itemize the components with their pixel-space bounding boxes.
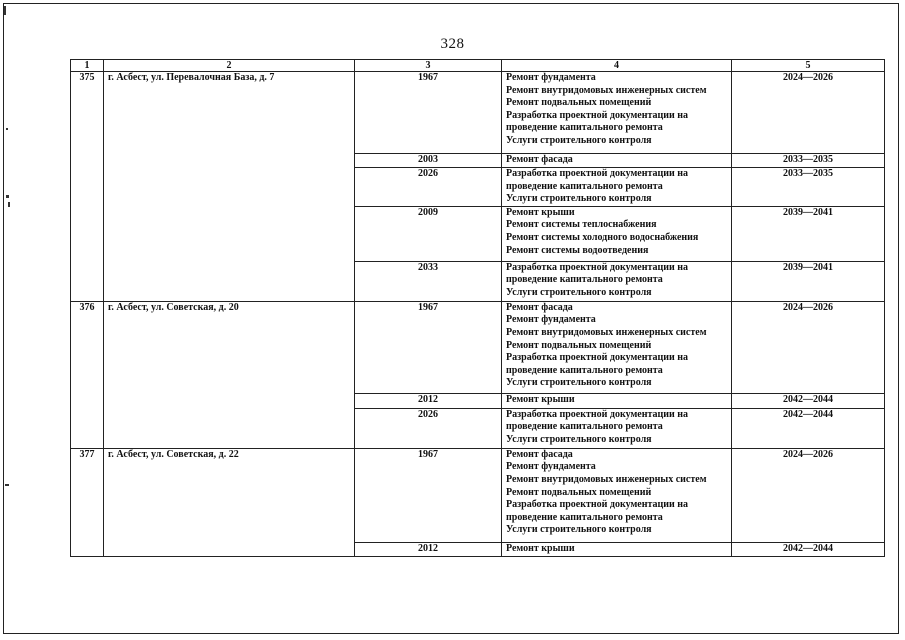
- work-item: Ремонт системы теплоснабжения: [506, 219, 657, 231]
- work-item: Разработка проектной документации на: [506, 499, 689, 511]
- period-cell: 2024—2026: [732, 72, 885, 154]
- work-item: Ремонт подвальных помещений: [506, 339, 652, 351]
- period-cell: 2033—2035: [732, 168, 885, 207]
- work-item: Ремонт системы водоотведения: [506, 244, 649, 256]
- work-item: проведение капитального ремонта: [506, 421, 663, 433]
- address-cell: г. Асбест, ул. Перевалочная База, д. 7: [104, 72, 355, 302]
- work-item: Разработка проектной документации на: [506, 408, 689, 420]
- works-cell: [502, 206, 732, 261]
- year-cell: 2026: [355, 168, 502, 207]
- column-header: 1: [71, 60, 104, 72]
- works-cell: [502, 393, 732, 408]
- work-item: проведение капитального ремонта: [506, 180, 663, 192]
- period-cell: 2042—2044: [732, 542, 885, 556]
- work-item: Услуги строительного контроля: [506, 433, 652, 445]
- work-item: Ремонт крыши: [506, 206, 575, 218]
- works-cell: [502, 261, 732, 301]
- table-row: [71, 301, 885, 393]
- work-item: Ремонт внутридомовых инженерных систем: [506, 326, 707, 338]
- row-number: 376: [71, 301, 104, 448]
- address-cell: г. Асбест, ул. Советская, д. 22: [104, 448, 355, 556]
- row-number: 375: [71, 72, 104, 302]
- table-body: [71, 72, 885, 557]
- work-item: Ремонт подвальных помещений: [506, 486, 652, 498]
- work-item: Ремонт фасада: [506, 154, 573, 165]
- table-row: [71, 72, 885, 154]
- row-number: 377: [71, 448, 104, 556]
- column-header: 3: [355, 60, 502, 72]
- address-cell: г. Асбест, ул. Советская, д. 20: [104, 301, 355, 448]
- works-cell: [502, 448, 732, 542]
- period-cell: 2039—2041: [732, 206, 885, 261]
- work-item: Ремонт подвальных помещений: [506, 97, 652, 109]
- year-cell: 1967: [355, 448, 502, 542]
- work-item: Разработка проектной документации на: [506, 168, 689, 179]
- work-item: Ремонт фундамента: [506, 461, 596, 473]
- scan-speck: [6, 195, 9, 198]
- year-cell: 2026: [355, 408, 502, 448]
- period-cell: 2042—2044: [732, 408, 885, 448]
- works-cell: [502, 154, 732, 168]
- period-cell: 2033—2035: [732, 154, 885, 168]
- work-item: проведение капитального ремонта: [506, 511, 663, 523]
- period-cell: 2042—2044: [732, 393, 885, 408]
- column-header: 5: [732, 60, 885, 72]
- work-item: Ремонт крыши: [506, 542, 575, 554]
- year-cell: 1967: [355, 72, 502, 154]
- works-cell: [502, 301, 732, 393]
- work-item: Ремонт фасада: [506, 301, 573, 313]
- works-cell: [502, 168, 732, 207]
- work-item: Ремонт фасада: [506, 448, 573, 460]
- work-item: Ремонт внутридомовых инженерных систем: [506, 473, 707, 485]
- year-cell: 2009: [355, 206, 502, 261]
- year-cell: 2012: [355, 542, 502, 556]
- work-item: проведение капитального ремонта: [506, 274, 663, 286]
- work-item: Ремонт фундамента: [506, 314, 596, 326]
- work-item: Услуги строительного контроля: [506, 134, 652, 146]
- scan-speck: [5, 484, 9, 486]
- page-number: 328: [440, 36, 465, 52]
- table-header-row: [71, 60, 885, 72]
- work-item: Услуги строительного контроля: [506, 286, 652, 298]
- period-cell: 2024—2026: [732, 301, 885, 393]
- table-row: [71, 448, 885, 542]
- work-item: Ремонт системы холодного водоснабжения: [506, 231, 699, 243]
- work-item: Разработка проектной документации на: [506, 261, 689, 273]
- work-item: Ремонт внутридомовых инженерных систем: [506, 84, 707, 96]
- work-item: Услуги строительного контроля: [506, 193, 652, 205]
- repair-schedule-table: [70, 59, 885, 557]
- year-cell: 1967: [355, 301, 502, 393]
- scan-speck: [4, 6, 6, 15]
- work-item: Ремонт фундамента: [506, 72, 596, 83]
- work-item: проведение капитального ремонта: [506, 364, 663, 376]
- year-cell: 2012: [355, 393, 502, 408]
- scan-speck: [6, 128, 8, 130]
- work-item: Разработка проектной документации на: [506, 352, 689, 364]
- column-header: 2: [104, 60, 355, 72]
- year-cell: 2033: [355, 261, 502, 301]
- work-item: Услуги строительного контроля: [506, 524, 652, 536]
- work-item: Ремонт крыши: [506, 393, 575, 405]
- works-cell: [502, 542, 732, 556]
- column-header: 4: [502, 60, 732, 72]
- works-cell: [502, 408, 732, 448]
- year-cell: 2003: [355, 154, 502, 168]
- works-cell: [502, 72, 732, 154]
- work-item: Услуги строительного контроля: [506, 377, 652, 389]
- scan-speck: [8, 202, 10, 207]
- period-cell: 2024—2026: [732, 448, 885, 542]
- work-item: Разработка проектной документации на: [506, 109, 689, 121]
- work-item: проведение капитального ремонта: [506, 122, 663, 134]
- period-cell: 2039—2041: [732, 261, 885, 301]
